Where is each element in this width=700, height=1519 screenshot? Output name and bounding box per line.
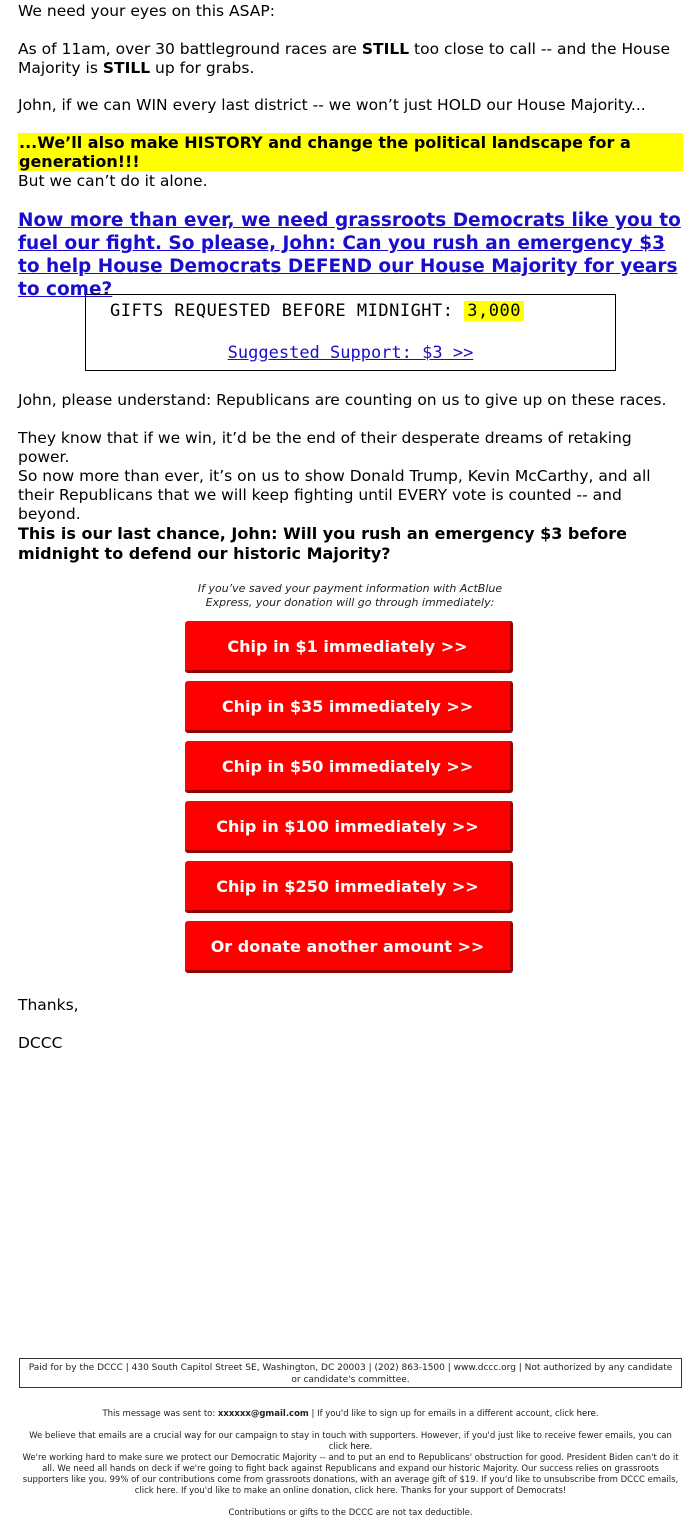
gifts-requested-count: 3,000 bbox=[464, 301, 524, 321]
actblue-express-note: If you’ve saved your payment information with ActBlue Express, your donation will go through immediately: bbox=[197, 582, 503, 609]
desperate-dreams-paragraph: They know that if we win, it’d be the end of their desperate dreams of retaking power. bbox=[18, 429, 632, 466]
gifts-requested-line bbox=[110, 301, 524, 321]
fewer-emails-text: We believe that emails are a crucial way for our campaign to stay in touch with supporters. However, if you'd just like to receive fewer emails, you can click bbox=[29, 1431, 672, 1452]
gifts-requested-label: GIFTS REQUESTED BEFORE MIDNIGHT: bbox=[110, 301, 465, 321]
recipient-email: xxxxxx@gmail.com bbox=[217, 1409, 309, 1419]
paid-for-disclaimer: Paid for by the DCCC | 430 South Capitol Street SE, Washington, DC 20003 | (202) 863-1500 | www.dccc.org | Not authorized by any candidate or candidate's committee. bbox=[19, 1358, 682, 1388]
chip-in-50-button[interactable]: Chip in $50 immediately >> bbox=[185, 741, 513, 793]
tax-disclaimer: Contributions or gifts to the DCCC are not tax deductible. bbox=[228, 1508, 473, 1518]
intro-line: We need your eyes on this ASAP: bbox=[18, 2, 275, 20]
sent-to-line bbox=[19, 1409, 682, 1420]
keep-fighting-paragraph: So now more than ever, it’s on us to show Donald Trump, Kevin McCarthy, and all their Republicans that we will keep fighting until EVERY vote is counted -- and beyond. bbox=[18, 467, 651, 523]
chip-in-1-button[interactable]: Chip in $1 immediately >> bbox=[185, 621, 513, 673]
intro-status-paragraph bbox=[18, 40, 683, 78]
mission-paragraph: We're working hard to make sure we protect our Democratic Majority -- and to put an end to Republicans' obstruction for good. President Biden can't do it all. We need all hands on deck if we're going to fight back against Republicans and expand our historic Majority. Our success relies on grassroots supporters like you. 99% of our contributions come from grassroots donations, with an average gift of $19. If you'd like to unsubscribe from DCCC emails, click here. If you'd like to make an online donation, click here. Thanks for your support of Democrats! bbox=[22, 1453, 679, 1496]
thanks-text: Thanks, bbox=[18, 996, 79, 1014]
gifts-requested-box bbox=[85, 294, 616, 371]
fewer-emails-text: . bbox=[369, 1442, 373, 1452]
chip-in-35-button[interactable]: Chip in $35 immediately >> bbox=[185, 681, 513, 733]
status-emphasis: STILL bbox=[102, 59, 151, 77]
signature: DCCC bbox=[18, 1034, 63, 1052]
highlighted-history-text: ...We’ll also make HISTORY and change the political landscape for a generation!!! bbox=[18, 133, 683, 171]
alone-paragraph: But we can’t do it alone. bbox=[18, 172, 208, 190]
chip-in-100-button[interactable]: Chip in $100 immediately >> bbox=[185, 801, 513, 853]
donate-other-amount-button[interactable]: Or donate another amount >> bbox=[185, 921, 513, 973]
sent-to-text: | If you'd like to sign up for emails in a different account, click bbox=[308, 1409, 577, 1419]
chip-in-250-button[interactable]: Chip in $250 immediately >> bbox=[185, 861, 513, 913]
republicans-counting-paragraph: John, please understand: Republicans are counting on us to give up on these races. bbox=[18, 391, 667, 409]
fewer-emails-link[interactable]: here bbox=[350, 1442, 370, 1452]
status-emphasis: STILL bbox=[361, 40, 410, 58]
sent-to-text: This message was sent to: bbox=[102, 1409, 218, 1419]
status-text: up for grabs. bbox=[150, 59, 255, 77]
status-text: As of 11am, over 30 battleground races are bbox=[18, 40, 362, 58]
fewer-emails-line bbox=[19, 1431, 682, 1453]
emergency-donation-link[interactable]: Now more than ever, we need grassroots Democrats like you to fuel our fight. So please, John: Can you rush an emergency $3 to help House Democrats DEFEND our House Majority for years to come? bbox=[18, 210, 681, 300]
win-district-paragraph: John, if we can WIN every last district -- we won’t just HOLD our House Majority... bbox=[18, 96, 646, 114]
different-account-link[interactable]: here bbox=[576, 1409, 596, 1419]
status-text: too close to call -- and the House Majority is bbox=[18, 40, 671, 77]
suggested-support-link[interactable]: Suggested Support: $3 >> bbox=[227, 343, 474, 363]
last-chance-paragraph: This is our last chance, John: Will you rush an emergency $3 before midnight to defend our historic Majority? bbox=[18, 524, 627, 563]
sent-to-text: . bbox=[595, 1409, 599, 1419]
